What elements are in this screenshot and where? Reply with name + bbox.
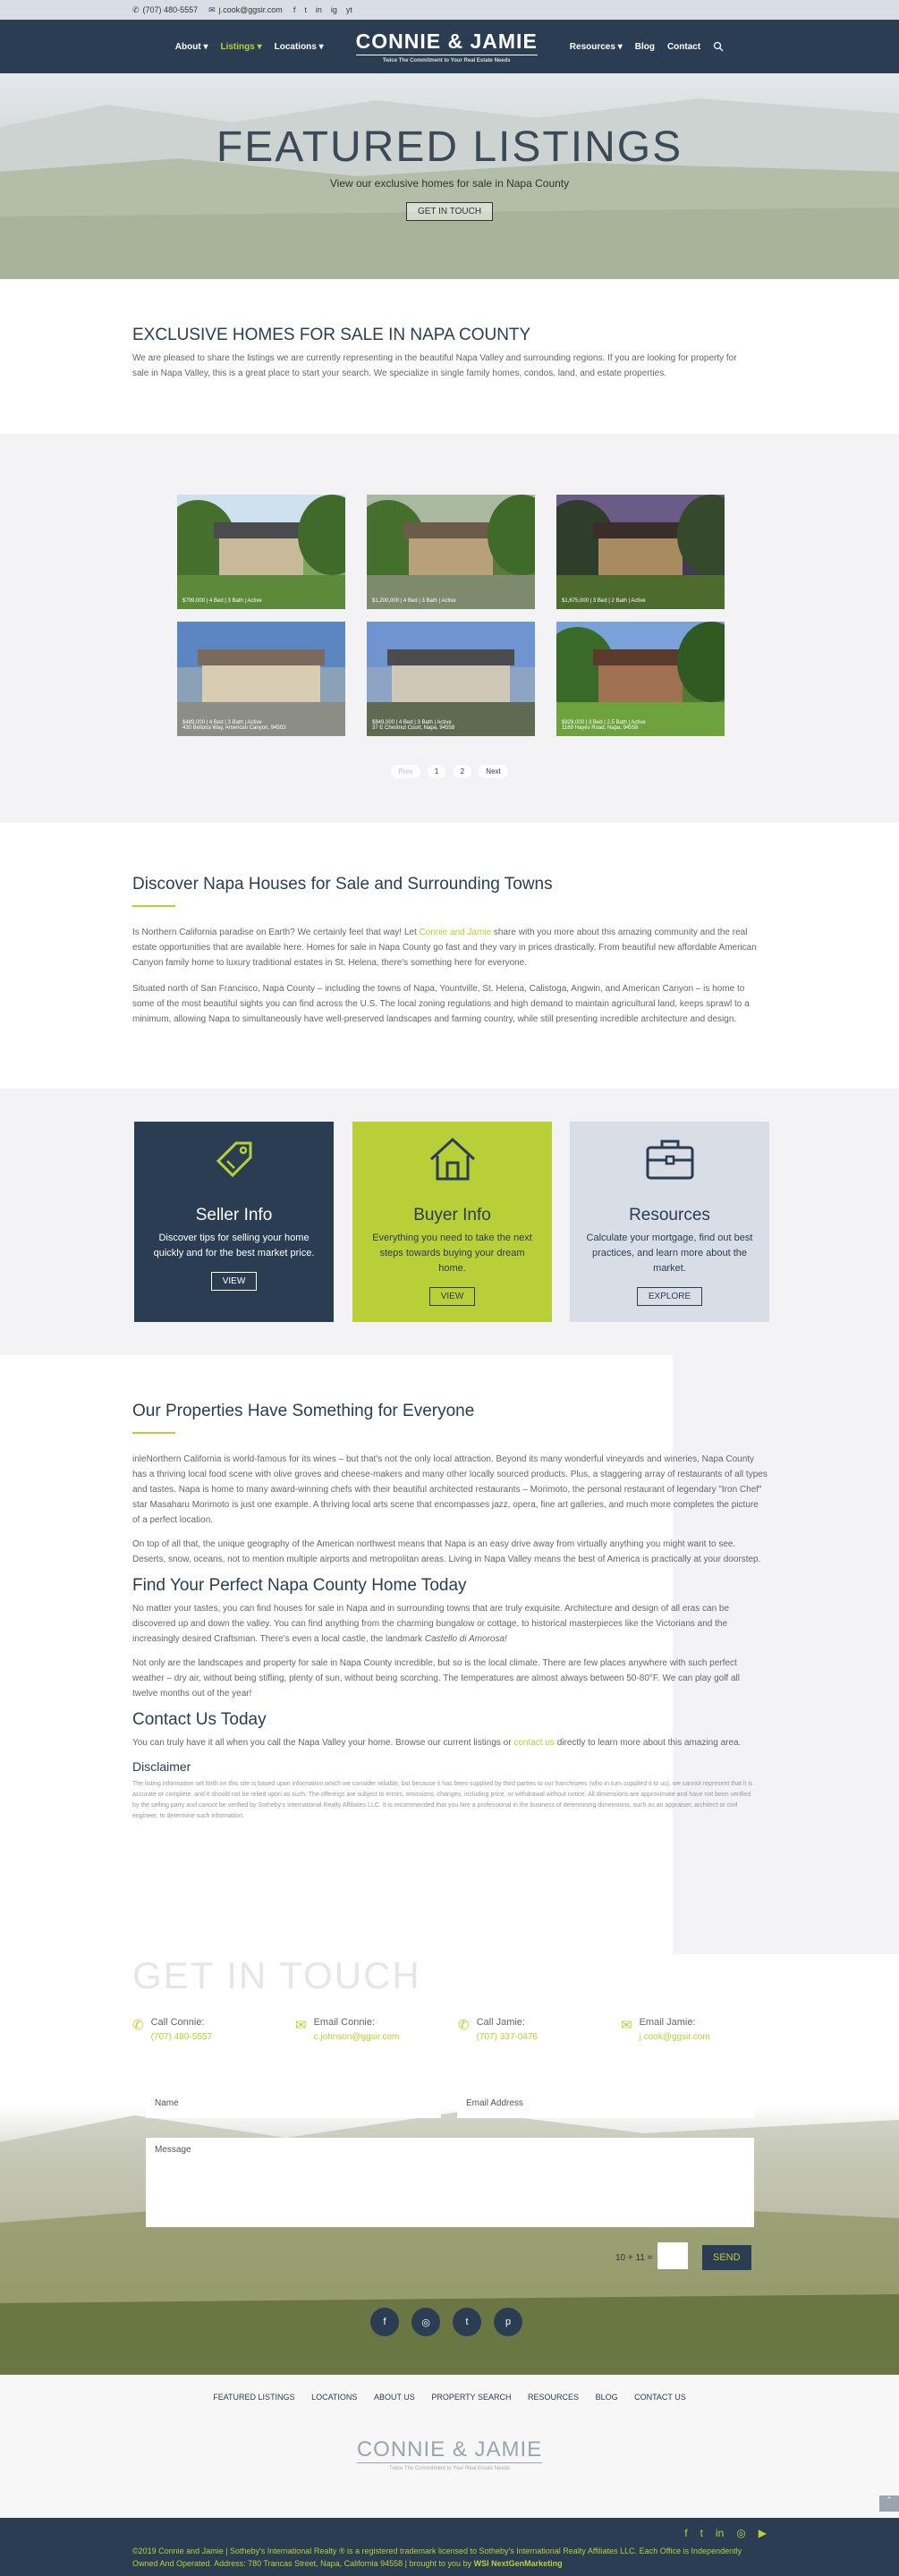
bottom-bar xyxy=(0,2518,899,2576)
listing-info: $1,675,000 | 3 Bed | 2 Bath | Active xyxy=(562,598,646,604)
seller-info-text: Discover tips for selling your home quickly and for the best market price. xyxy=(153,1233,315,1258)
properties-text: directly to learn more about this amazing area. xyxy=(554,1738,742,1748)
footer-logo[interactable] xyxy=(0,2437,899,2471)
email-input[interactable]: Email Address xyxy=(457,2091,754,2118)
top-bar xyxy=(0,0,899,20)
call-connie[interactable] xyxy=(132,2017,295,2042)
pagination xyxy=(0,765,899,778)
disclaimer-text: The listing information set forth on this site is based upon information which we consider reliable, but because it has been supplied by third parties to our franchisees (who in turn supplied it to us), we cannot represent that it is accurate or complete, and it should not be relied upon as such. The offerings are subject to errors, omissions, changes, including price, or withdrawal without notice. All dimensions are approximate and have not been verified by the selling party and cannot be verified by Sotheby's International Realty Affiliates LLC. It is recommended that you hire a professional in the business of determining dimensions, such as an appraiser, architect or civil engineer, to determine such information. xyxy=(132,1781,753,1819)
properties-paragraph: On top of all that, the unique geography of the American northwest means that Napa is an easy drive away from virtually anything you might want to see. Deserts, snow, oceans, not to mention multiple airports and metropolitan areas. Living in Napa Valley means the best of America is practically at your doorstep. xyxy=(132,1539,761,1564)
instagram-icon[interactable]: ◎ xyxy=(736,2527,746,2539)
listing-card[interactable] xyxy=(177,495,345,609)
mail-icon: ✉ xyxy=(208,4,216,14)
main-header xyxy=(0,20,899,73)
footer-link-about-us[interactable]: ABOUT US xyxy=(373,2393,415,2402)
intro-heading: EXCLUSIVE HOMES FOR SALE IN NAPA COUNTY xyxy=(132,326,531,344)
listing-info: $1,200,000 | 4 Bed | 3 Bath | Active xyxy=(372,598,456,604)
copyright-text xyxy=(132,2545,768,2570)
resources-box xyxy=(570,1122,769,1322)
hero-subtitle: View our exclusive homes for sale in Napa County xyxy=(329,177,570,190)
intro-section xyxy=(0,279,899,434)
email-address: j.cook@ggsir.com xyxy=(218,4,283,14)
contact-value: (707) 337-0476 xyxy=(476,2032,538,2042)
wsi-link[interactable]: WSI NextGenMarketing xyxy=(473,2559,563,2568)
logo-name: CONNIE & JAMIE xyxy=(356,30,538,55)
footer-link-contact-us[interactable]: CONTACT US xyxy=(634,2393,686,2402)
pinterest-icon[interactable]: p xyxy=(494,2308,522,2336)
discover-paragraph: Situated north of San Francisco, Napa County – including the towns of Napa, Yountville, St. Helena, Calistoga, Angwin, and American Canyon – is home to some of the most beautiful sights you can find across the U.S. The local zoning regulations and high demand to maintain agricultural land, keeps sprawl to a minimum, allowing Napa to simultaneously have well-preserved landscapes and farming country, while still presenting incredible architecture and design. xyxy=(132,984,750,1024)
seller-info-title: Seller Info xyxy=(195,1206,273,1224)
twitter-icon[interactable]: t xyxy=(453,2308,481,2336)
facebook-icon[interactable]: f xyxy=(684,2527,688,2539)
logo-tagline: Twice The Commitment to Your Real Estate Needs xyxy=(382,58,511,64)
properties-paragraph xyxy=(132,1601,768,1647)
listing-address: 430 Bellona Way, American Canyon, 94503 xyxy=(182,725,286,731)
email-jamie[interactable] xyxy=(621,2017,784,2042)
properties-heading: Our Properties Have Something for Everyone xyxy=(132,1402,475,1420)
bottom-social xyxy=(684,2527,767,2539)
phone-icon: ✆ xyxy=(132,4,140,14)
twitter-icon[interactable]: t xyxy=(304,5,307,14)
facebook-icon[interactable]: f xyxy=(293,5,296,14)
contact-methods xyxy=(132,2017,784,2042)
nav-blog[interactable]: Blog xyxy=(634,41,655,52)
youtube-icon[interactable]: ▶ xyxy=(758,2527,767,2539)
pager-page-1[interactable]: 1 xyxy=(428,765,445,778)
email-contact[interactable] xyxy=(208,5,283,15)
properties-paragraph: inleNorthern California is world-famous for its wines – but that's not the only local attraction. Beyond its many wonderful vineyards and wineries, Napa County has a thriving local food scene with olive groves and cheese-makers and many other locally sourced products. Plus, a staggering array of restaurants of all types and tastes. Napa is home to many award-winning chefs with their beautiful architected restaurants – Morimoto, the personal restaurant of legendary "Iron Chef" star Masaharu Morimoto is just one example. A thriving local arts scene that encompasses jazz, opera, fine art galleries, and much more completes the picture of a perfect location. xyxy=(132,1454,768,1525)
nav-locations[interactable]: Locations ▾ xyxy=(274,41,324,52)
contact-value: c.johnson@ggsir.com xyxy=(313,2032,400,2042)
message-textarea[interactable]: Message xyxy=(146,2138,754,2227)
footer-nav-section xyxy=(0,2375,899,2518)
listing-card[interactable] xyxy=(367,622,535,736)
social-circles xyxy=(370,2308,522,2336)
contact-label: Email Connie: xyxy=(313,2017,376,2028)
instagram-icon[interactable]: ◎ xyxy=(411,2308,440,2336)
find-home-heading: Find Your Perfect Napa County Home Today xyxy=(132,1576,467,1595)
castle-name: Castello di Amorosa! xyxy=(424,1634,507,1644)
discover-text: Is Northern California paradise on Earth? We certainly feel that way! Let xyxy=(132,928,420,937)
main-nav xyxy=(175,30,724,64)
nav-resources[interactable]: Resources ▾ xyxy=(569,41,623,52)
footer-logo-tagline: Twice The Commitment to Your Real Estate Needs xyxy=(389,2466,510,2471)
nav-listings[interactable]: Listings ▾ xyxy=(220,41,262,52)
send-button[interactable]: SEND xyxy=(702,2245,751,2270)
site-logo[interactable] xyxy=(356,30,538,64)
listing-info xyxy=(372,720,454,731)
listing-price-line: $489,000 | 4 Bed | 3 Bath | Active xyxy=(182,720,262,725)
pager-page-2[interactable]: 2 xyxy=(454,765,471,778)
facebook-icon[interactable]: f xyxy=(370,2308,399,2336)
contact-heading: GET IN TOUCH xyxy=(132,1954,421,1996)
mail-icon: ✉ xyxy=(295,2018,307,2033)
resources-text: Calculate your mortgage, find out best practices, and learn more about the market. xyxy=(586,1233,753,1274)
buyer-info-text: Everything you need to take the next steps towards buying your dream home. xyxy=(372,1233,532,1274)
properties-section xyxy=(0,1355,899,1954)
tag-icon xyxy=(134,1132,334,1186)
info-boxes-section xyxy=(0,1089,899,1355)
disclaimer-heading: Disclaimer xyxy=(132,1759,191,1774)
properties-text: No matter your tastes, you can find houses for sale in Napa and in surrounding towns that are truly exquisite. Architecture and design of all eras can be discovered up and down the valley. You can find anything from the charming bungalow or cottage, to historical masterpieces like the Victorians and the increasingly desired Craftsman. There's even a local castle, the landmark xyxy=(132,1604,730,1644)
seller-view-button[interactable]: VIEW xyxy=(211,1272,258,1291)
contact-label: Call Connie: xyxy=(150,2017,205,2028)
listing-price-line: $829,000 | 3 Bed | 2.5 Bath | Active xyxy=(562,720,646,725)
contact-us-heading: Contact Us Today xyxy=(132,1710,267,1729)
heading-divider xyxy=(132,1432,175,1434)
listing-grid xyxy=(177,495,725,736)
linkedin-icon[interactable]: in xyxy=(315,5,322,14)
get-in-touch-button[interactable]: GET IN TOUCH xyxy=(406,202,493,221)
seller-info-box xyxy=(134,1122,334,1322)
pager-next[interactable]: Next xyxy=(479,765,507,778)
phone-contact[interactable] xyxy=(132,5,198,15)
linkedin-icon[interactable]: in xyxy=(715,2527,725,2539)
properties-paragraph xyxy=(132,1735,768,1750)
footer-link-property-search[interactable]: PROPERTY SEARCH xyxy=(431,2393,512,2402)
properties-paragraph: Not only are the landscapes and property for sale in Napa County incredible, but so is the local climate. There are few places anywhere with such perfect weather – dry air, without being stifling, plenty of sun, without being scorching. The temperatures are almost always between 50-80°F. We can play golf all twelve months out of the year! xyxy=(132,1658,740,1699)
footer-link-locations[interactable]: LOCATIONS xyxy=(311,2393,358,2402)
listing-card[interactable] xyxy=(177,622,345,736)
buyer-info-box xyxy=(352,1122,552,1322)
phone-icon: ✆ xyxy=(458,2018,470,2033)
properties-content xyxy=(132,1402,768,1822)
footer-link-blog[interactable]: BLOG xyxy=(595,2393,618,2402)
contact-value: (707) 480-5557 xyxy=(150,2032,212,2042)
copyright-line: ©2019 Connie and Jamie | Sotheby's International Realty ® is a registered trademark licensed to Sotheby's International Realty Affiliates LLC. Each Office is Independently Owned And Operated. Address: 780 Trancas Street, Napa, California 94558 | brought to you by xyxy=(132,2546,742,2568)
twitter-icon[interactable]: t xyxy=(700,2527,703,2539)
top-social xyxy=(293,5,352,14)
briefcase-icon xyxy=(570,1132,769,1186)
name-input[interactable]: Name xyxy=(146,2091,441,2118)
discover-section xyxy=(0,823,899,1089)
footer-link-resources[interactable]: RESOURCES xyxy=(528,2393,580,2402)
intro-text: We are pleased to share the listings we are currently representing in the beautiful Napa Valley and surrounding regions. If you are looking for property for sale in Napa Valley, this is a great place to start your search. We specialize in single family homes, condos, land, and estate properties. xyxy=(132,353,737,378)
phone-number: (707) 480-5557 xyxy=(142,4,199,14)
buyer-view-button[interactable]: VIEW xyxy=(429,1287,476,1306)
listing-info xyxy=(562,720,646,731)
email-connie[interactable] xyxy=(295,2017,458,2042)
hero-banner xyxy=(0,73,899,279)
discover-text: share with you more about this amazing community and the real estate opportunities that are available here. Homes for sale in Napa County go fast and they vary in prices drastically. From beautiful new affordable American Canyon family home to luxury traditional estates in St. Helena, there's something here for everyone. xyxy=(132,928,757,968)
explore-button[interactable]: EXPLORE xyxy=(637,1287,702,1306)
heading-divider xyxy=(132,905,175,907)
search-icon[interactable] xyxy=(713,41,724,52)
buyer-info-title: Buyer Info xyxy=(413,1206,491,1224)
listing-price-line: $849,000 | 4 Bed | 3 Bath | Active xyxy=(372,720,452,725)
properties-text: You can truly have it all when you call the Napa Valley your home. Browse our current listings or xyxy=(132,1738,514,1748)
mail-icon: ✉ xyxy=(621,2018,632,2033)
listing-card[interactable] xyxy=(556,622,725,736)
back-to-top-icon[interactable]: ⌃ xyxy=(879,2496,899,2512)
listing-info xyxy=(182,720,285,731)
connie-and-jamie-link[interactable]: Connie and Jamie xyxy=(419,928,492,937)
listings-section xyxy=(0,434,899,823)
listing-address: 1189 Hayes Road, Napa, 94558 xyxy=(562,725,639,731)
footer-logo-name: CONNIE & JAMIE xyxy=(356,2437,543,2462)
listing-card[interactable] xyxy=(556,495,725,609)
footer-nav xyxy=(0,2393,899,2402)
contact-label: Email Jamie: xyxy=(639,2017,696,2028)
hero-title: FEATURED LISTINGS xyxy=(216,123,683,171)
resources-title: Resources xyxy=(629,1206,710,1224)
nav-contact[interactable]: Contact xyxy=(666,41,701,52)
listing-card[interactable] xyxy=(367,495,535,609)
contact-value: j.cook@ggsir.com xyxy=(639,2032,710,2042)
contact-us-link[interactable]: contact us xyxy=(513,1738,555,1748)
contact-label: Call Jamie: xyxy=(476,2017,525,2028)
captcha-input[interactable] xyxy=(657,2242,688,2269)
phone-icon: ✆ xyxy=(132,2018,144,2033)
footer-link-featured-listings[interactable]: FEATURED LISTINGS xyxy=(213,2393,295,2402)
instagram-icon[interactable]: ig xyxy=(330,5,337,14)
pager-prev[interactable]: Prev xyxy=(391,765,420,778)
discover-heading: Discover Napa Houses for Sale and Surrounding Towns xyxy=(132,875,553,894)
discover-paragraph xyxy=(132,925,759,970)
house-icon xyxy=(352,1132,552,1186)
nav-about[interactable]: About ▾ xyxy=(174,41,208,52)
call-jamie[interactable] xyxy=(458,2017,621,2042)
listing-info: $799,000 | 4 Bed | 3 Bath | Active xyxy=(182,598,262,604)
captcha-question: 10 + 11 = xyxy=(615,2253,653,2263)
youtube-icon[interactable]: yt xyxy=(345,5,352,14)
listing-address: 37 E Chestnut Court, Napa, 94558 xyxy=(372,725,455,731)
